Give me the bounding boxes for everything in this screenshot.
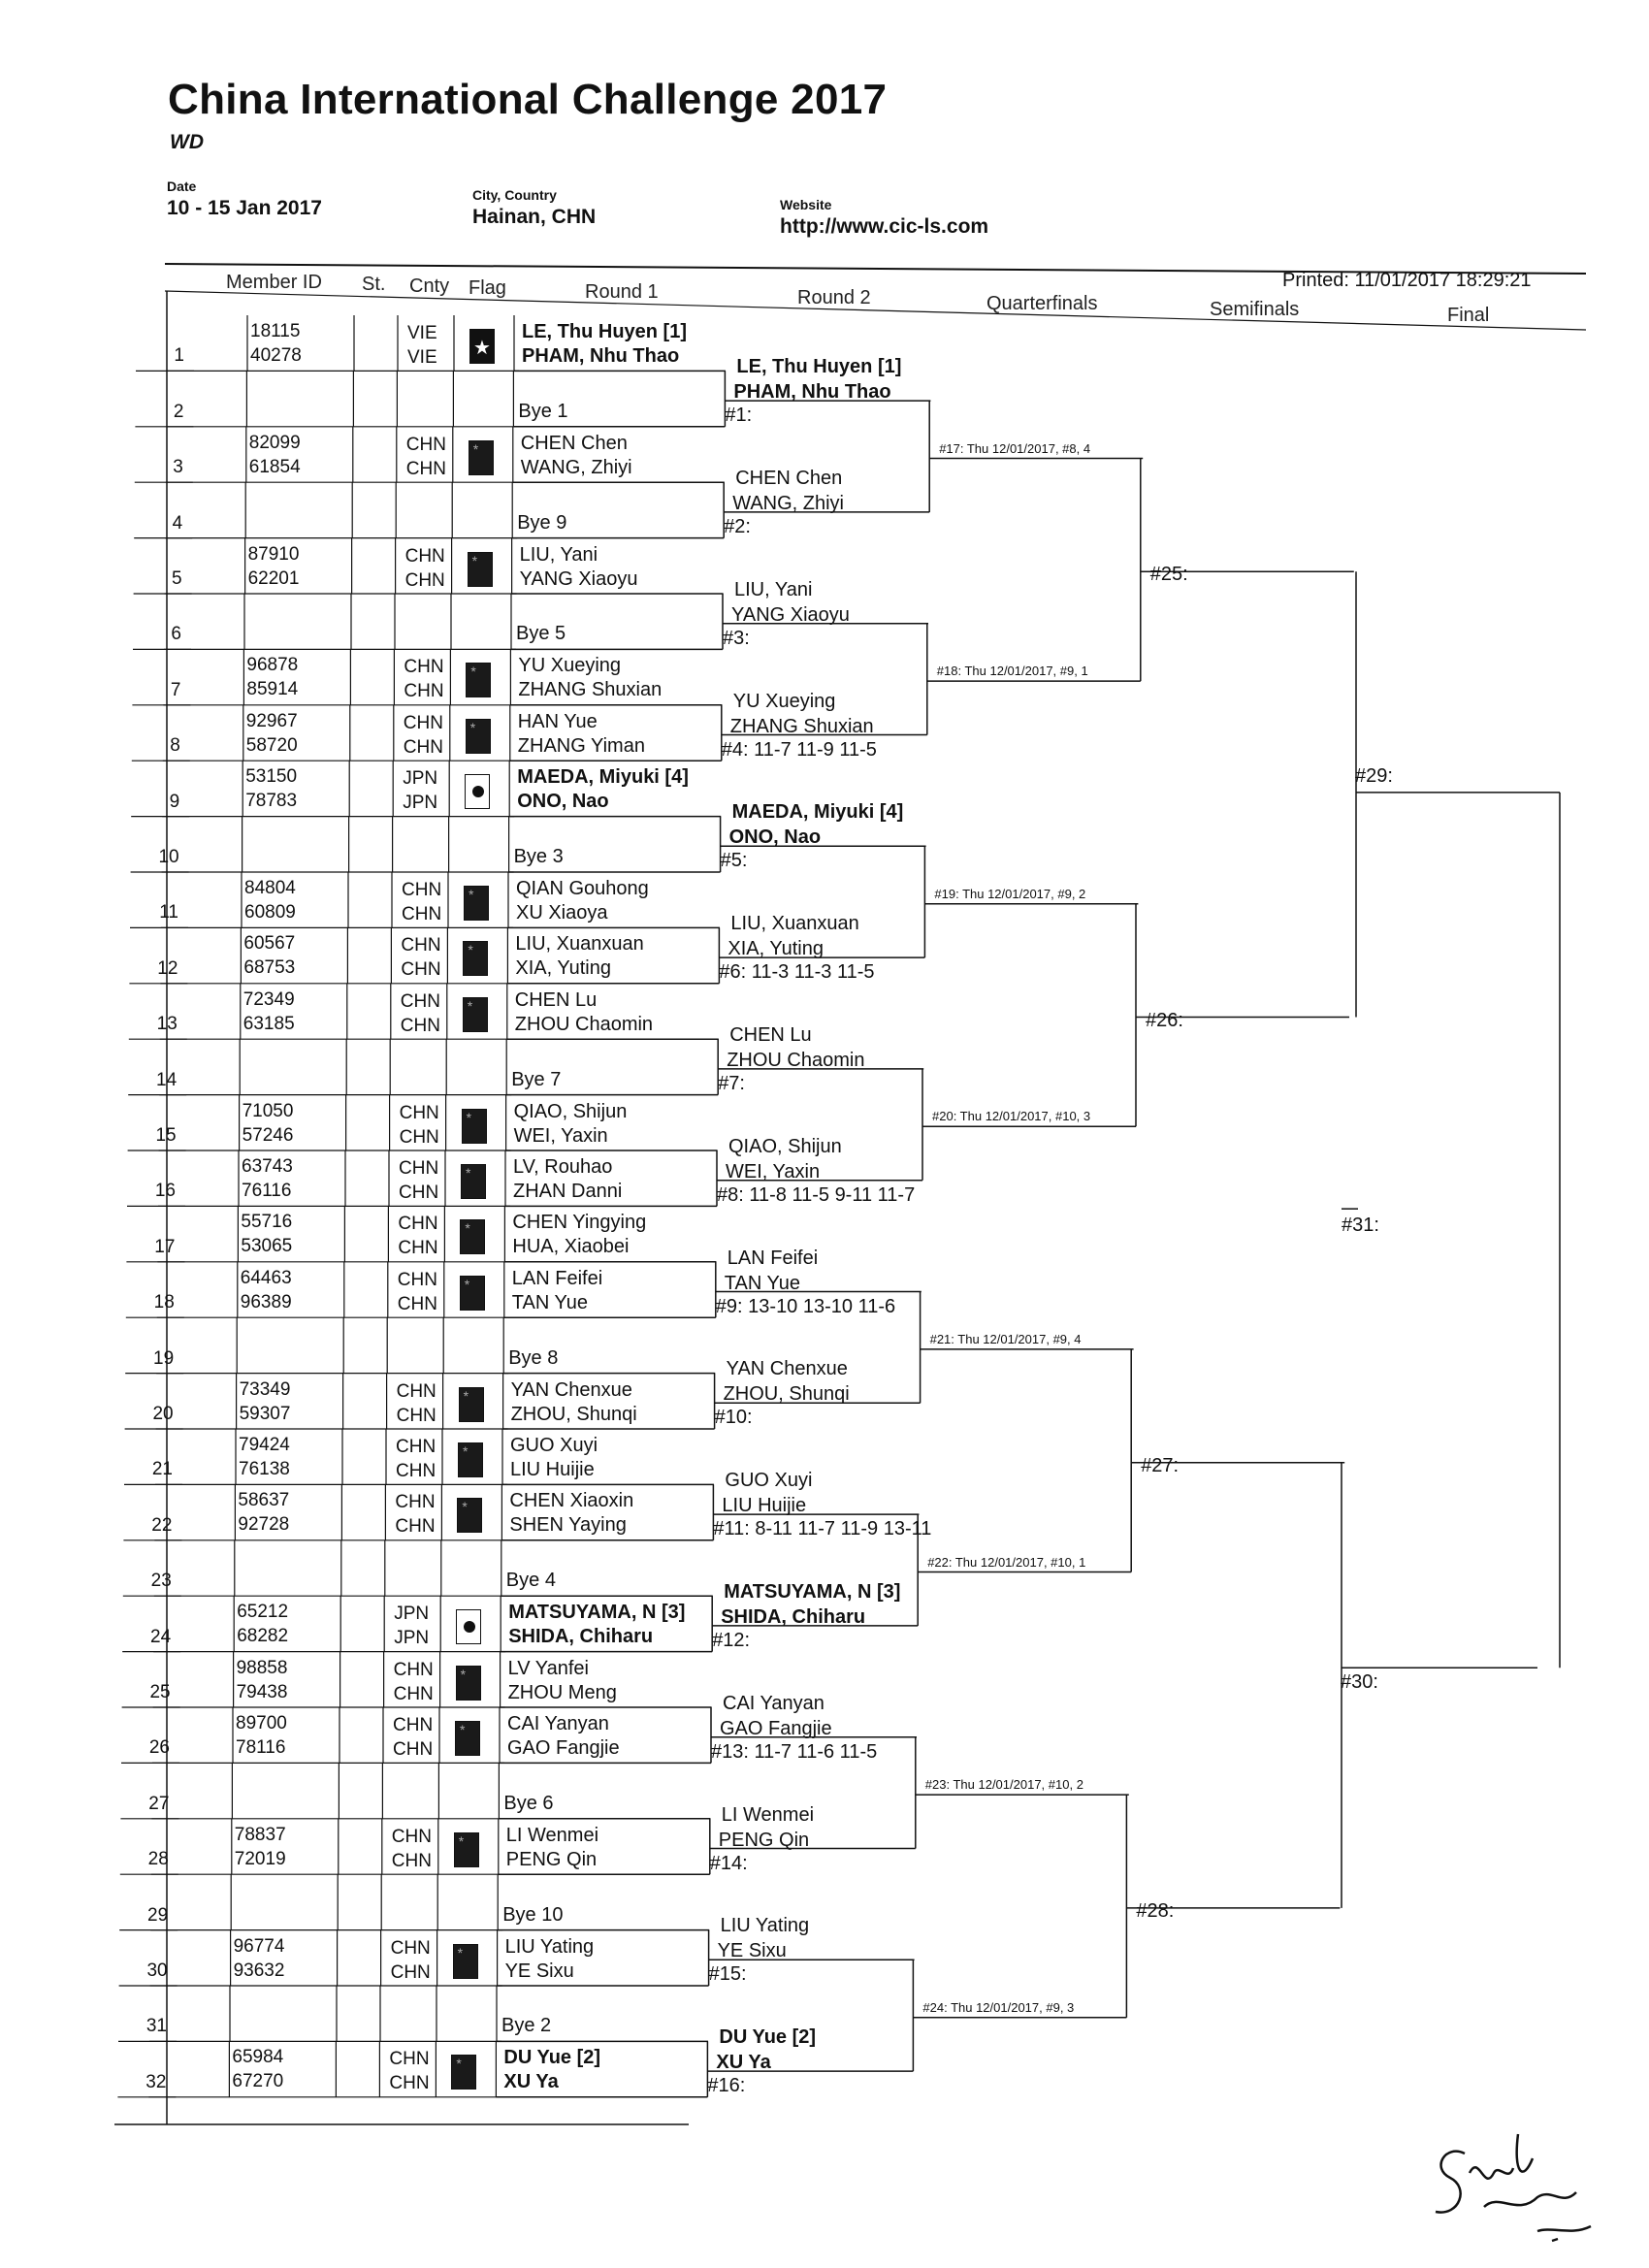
round2-player: ZHOU, Shunqi <box>723 1383 850 1406</box>
quarterfinal-schedule: #19: Thu 12/01/2017, #9, 2 <box>934 886 1086 901</box>
round2-player: YU Xueying <box>732 690 836 712</box>
printed-timestamp: Printed: 11/01/2017 18:29:21 <box>1282 270 1532 291</box>
member-id: 92728 <box>238 1514 290 1536</box>
entry-number: 22 <box>151 1514 173 1536</box>
quarterfinal-schedule: #24: Thu 12/01/2017, #9, 3 <box>922 1999 1075 2015</box>
round2-match-label: #7: <box>718 1072 745 1094</box>
round2-player: LIU Yating <box>720 1915 810 1937</box>
country-flag-icon <box>456 1609 481 1644</box>
member-id: 67270 <box>232 2071 284 2092</box>
entry-number: 9 <box>169 791 180 812</box>
country-code: CHN <box>391 1826 432 1847</box>
country-code: CHN <box>397 1293 437 1314</box>
player-name: CHEN Yingying <box>512 1212 647 1234</box>
player-name: GUO Xuyi <box>510 1435 598 1456</box>
member-id: 65212 <box>237 1602 289 1623</box>
city-value: Hainan, CHN <box>472 206 597 228</box>
entry-number: 18 <box>153 1292 175 1313</box>
header-final: Final <box>1447 305 1490 326</box>
player-name: ZHAN Danni <box>513 1181 623 1202</box>
player-name: WEI, Yaxin <box>513 1124 608 1147</box>
country-code: CHN <box>395 1492 436 1513</box>
player-name: LAN Feifei <box>511 1267 603 1289</box>
round2-match-label: #13: 11-7 11-6 11-5 <box>711 1740 878 1763</box>
semifinal-label: #27: <box>1141 1454 1180 1476</box>
entry-number: 30 <box>146 1960 168 1981</box>
member-id: 85914 <box>246 679 299 700</box>
bye-label: Bye 9 <box>517 511 567 534</box>
round2-player: ZHOU Chaomin <box>727 1049 865 1071</box>
country-flag-icon <box>463 941 488 976</box>
quarterfinal-schedule: #18: Thu 12/01/2017, #9, 1 <box>936 664 1088 679</box>
player-name: HUA, Xiaobei <box>512 1236 630 1258</box>
round2-player: LIU Huijie <box>722 1495 807 1517</box>
header-flag: Flag <box>469 277 506 299</box>
round2-player: TAN Yue <box>724 1272 800 1294</box>
country-flag-icon <box>464 886 489 921</box>
round2-match-label: #14: <box>709 1852 748 1874</box>
country-flag-icon <box>451 2055 476 2090</box>
country-code: CHN <box>393 1715 434 1735</box>
member-id: 65984 <box>232 2047 284 2068</box>
country-flag-icon <box>454 1832 479 1867</box>
website-label: Website <box>780 197 832 212</box>
round2-match-label: #6: 11-3 11-3 11-5 <box>719 961 875 984</box>
member-id: 72349 <box>242 988 295 1010</box>
quarterfinal-schedule: #22: Thu 12/01/2017, #10, 1 <box>927 1554 1086 1570</box>
member-id: 78837 <box>234 1824 286 1845</box>
quarterfinal-schedule: #21: Thu 12/01/2017, #9, 4 <box>929 1331 1082 1346</box>
entry-number: 6 <box>171 624 181 645</box>
round2-match-label: #11: 8-11 11-7 11-9 13-11 <box>713 1518 932 1540</box>
quarterfinal-schedule: #17: Thu 12/01/2017, #8, 4 <box>939 440 1091 456</box>
player-name: ZHOU Chaomin <box>514 1013 654 1035</box>
country-code: CHN <box>403 736 443 758</box>
round2-player: CAI Yanyan <box>723 1692 824 1714</box>
country-code: CHN <box>401 935 441 956</box>
entry-number: 3 <box>173 457 183 478</box>
member-id: 79438 <box>236 1681 288 1702</box>
player-name: XIA, Yuting <box>515 957 611 980</box>
round2-player: ONO, Nao <box>728 826 822 849</box>
bye-label: Bye 6 <box>503 1792 554 1814</box>
round2-match-label: #9: 13-10 13-10 11-6 <box>715 1295 896 1317</box>
round2-player: DU Yue [2] <box>719 2026 817 2049</box>
entry-number: 19 <box>153 1347 175 1369</box>
round2-player: LAN Feifei <box>727 1247 819 1269</box>
member-id: 64463 <box>240 1267 292 1288</box>
round2-player: PENG Qin <box>718 1829 810 1851</box>
bye-label: Bye 7 <box>511 1068 562 1090</box>
round2-player: YE Sixu <box>717 1940 787 1962</box>
date-value: 10 - 15 Jan 2017 <box>167 197 322 219</box>
round2-player: YANG Xiaoyu <box>731 603 850 626</box>
country-code: CHN <box>391 1850 432 1871</box>
player-name: PHAM, Nhu Thao <box>522 345 680 367</box>
member-id: 59307 <box>239 1403 291 1424</box>
player-name: GAO Fangjie <box>507 1737 620 1759</box>
round2-player: WANG, Zhiyi <box>732 492 845 514</box>
player-name: LI Wenmei <box>505 1824 599 1846</box>
player-name: ZHANG Shuxian <box>518 679 663 701</box>
country-code: CHN <box>389 2073 430 2094</box>
country-flag-icon <box>457 1498 482 1533</box>
member-id: 78783 <box>245 791 298 812</box>
member-id: 93632 <box>233 1960 285 1981</box>
entry-number: 29 <box>147 1904 169 1926</box>
entry-number: 15 <box>155 1125 177 1146</box>
round2-player: MAEDA, Miyuki [4] <box>731 801 904 824</box>
member-id: 87910 <box>247 543 300 565</box>
entry-number: 21 <box>151 1459 173 1480</box>
member-id: 68753 <box>243 957 296 979</box>
member-id: 72019 <box>234 1848 286 1869</box>
final-label: #31: <box>1342 1215 1379 1237</box>
round2-player: LIU, Yani <box>734 578 813 600</box>
country-code: CHN <box>393 1739 434 1760</box>
player-name: YE Sixu <box>504 1960 574 1982</box>
player-name: XU Xiaoya <box>516 902 608 923</box>
country-flag-icon <box>466 719 491 754</box>
semifinal-label: #28: <box>1136 1899 1175 1922</box>
bye-label: Bye 4 <box>505 1570 556 1592</box>
player-name: YANG Xiaoyu <box>519 567 638 590</box>
member-id: 84804 <box>244 878 296 898</box>
member-id: 63185 <box>242 1013 295 1034</box>
player-name: TAN Yue <box>511 1291 588 1313</box>
semifinal-label: #26: <box>1146 1009 1183 1031</box>
header-semifinals: Semifinals <box>1210 299 1300 320</box>
member-id: 40278 <box>250 345 302 366</box>
round2-player: XIA, Yuting <box>728 938 824 960</box>
country-code: CHN <box>400 1015 440 1036</box>
country-code: CHN <box>393 1659 434 1680</box>
member-id: 60567 <box>243 933 296 955</box>
header-cnty: Cnty <box>409 275 450 297</box>
country-flag-icon <box>461 1164 486 1199</box>
round2-match-label: #3: <box>723 627 750 649</box>
country-code: JPN <box>403 768 438 790</box>
player-name: YU Xueying <box>518 655 622 677</box>
page-title: China International Challenge 2017 <box>168 76 888 123</box>
header-round2: Round 2 <box>797 287 871 308</box>
round2-player: YAN Chenxue <box>726 1358 848 1380</box>
entry-number: 2 <box>173 401 184 422</box>
round2-player: CHEN Lu <box>729 1023 812 1046</box>
country-code: CHN <box>397 1269 437 1290</box>
entry-number: 10 <box>158 847 179 867</box>
bye-label: Bye 5 <box>516 623 566 645</box>
country-code: JPN <box>394 1604 430 1625</box>
player-name: LIU Yating <box>504 1935 595 1958</box>
entry-number: 32 <box>146 2071 167 2092</box>
member-id: 76138 <box>239 1459 290 1479</box>
country-code: CHN <box>404 681 444 702</box>
country-code: CHN <box>401 959 441 981</box>
country-code: CHN <box>398 1214 438 1235</box>
entry-number: 8 <box>170 735 180 757</box>
country-code: CHN <box>399 1102 439 1123</box>
website-value: http://www.cic-ls.com <box>780 215 989 238</box>
date-label: Date <box>167 178 197 194</box>
player-name: QIAN Gouhong <box>516 878 649 899</box>
entry-number: 12 <box>157 957 178 979</box>
country-flag-icon <box>453 1944 478 1979</box>
player-name: XU Ya <box>503 2071 559 2093</box>
entry-number: 20 <box>152 1404 174 1424</box>
player-name: LV Yanfei <box>507 1657 589 1679</box>
round2-match-label: #12: <box>712 1629 751 1651</box>
member-id: 82099 <box>248 432 301 453</box>
entry-number: 17 <box>154 1236 176 1257</box>
player-name: SHIDA, Chiharu <box>508 1626 654 1648</box>
player-name: SHEN Yaying <box>509 1514 627 1537</box>
player-name: MATSUYAMA, N [3] <box>508 1602 686 1624</box>
player-name: CAI Yanyan <box>507 1713 609 1734</box>
player-name: QIAO, Shijun <box>513 1100 628 1122</box>
city-label: City, Country <box>472 187 557 203</box>
country-flag-icon <box>462 1109 487 1144</box>
member-id: 53065 <box>241 1236 293 1257</box>
entry-number: 23 <box>150 1571 172 1592</box>
player-name: YAN Chenxue <box>510 1378 632 1401</box>
round2-player: PHAM, Nhu Thao <box>733 381 891 404</box>
round2-player: WEI, Yaxin <box>726 1160 821 1183</box>
country-code: CHN <box>390 1961 431 1983</box>
entry-number: 13 <box>156 1014 178 1035</box>
player-name: DU Yue [2] <box>503 2047 601 2069</box>
player-name: WANG, Zhiyi <box>520 456 632 478</box>
round2-match-label: #2: <box>724 515 751 537</box>
country-code: CHN <box>399 1158 439 1179</box>
player-name: LIU, Xuanxuan <box>515 933 644 956</box>
entry-number: 11 <box>159 902 178 923</box>
header-member-id: Member ID <box>226 272 322 293</box>
country-code: CHN <box>389 2049 430 2070</box>
entry-number: 7 <box>170 679 181 700</box>
country-code: CHN <box>393 1683 434 1704</box>
member-id: 62201 <box>247 567 300 589</box>
event-code: WD <box>170 131 204 153</box>
player-name: PENG Qin <box>505 1848 598 1870</box>
round2-player: GAO Fangjie <box>720 1717 832 1739</box>
round2-match-label: #5: <box>720 850 748 872</box>
country-code: CHN <box>403 712 443 733</box>
member-id: 55716 <box>241 1212 293 1233</box>
round2-player: LE, Thu Huyen [1] <box>736 356 902 378</box>
signature <box>1426 2115 1610 2260</box>
round2-player: LI Wenmei <box>721 1803 815 1826</box>
entry-number: 16 <box>154 1181 176 1202</box>
semifinal-label: #25: <box>1149 564 1188 586</box>
country-code: CHN <box>396 1461 436 1481</box>
header-quarterfinals: Quarterfinals <box>986 293 1098 314</box>
round2-match-label: #10: <box>714 1407 753 1429</box>
country-flag-icon <box>469 329 495 364</box>
entry-number: 27 <box>148 1793 170 1814</box>
member-id: 78116 <box>236 1737 286 1758</box>
round2-player: CHEN Chen <box>735 467 843 489</box>
country-code: JPN <box>394 1628 430 1649</box>
country-flag-icon <box>468 552 493 587</box>
member-id: 58637 <box>238 1490 290 1511</box>
round2-player: GUO Xuyi <box>725 1470 813 1492</box>
country-flag-icon <box>469 440 494 475</box>
member-id: 57246 <box>242 1124 294 1146</box>
player-name: CHEN Chen <box>520 432 628 454</box>
country-code: CHN <box>405 434 446 455</box>
country-code: CHN <box>398 1238 438 1259</box>
player-name: ZHOU, Shunqi <box>510 1403 637 1425</box>
member-id: 53150 <box>245 766 298 788</box>
country-flag-icon <box>465 774 490 809</box>
country-flag-icon <box>466 663 491 697</box>
final-label: #30: <box>1341 1671 1378 1694</box>
country-flag-icon <box>463 997 488 1032</box>
entry-number: 25 <box>149 1682 171 1702</box>
member-id: 68282 <box>237 1626 289 1647</box>
player-name: ZHANG Yiman <box>517 734 645 757</box>
entry-number: 4 <box>172 512 183 534</box>
player-name: ONO, Nao <box>517 791 609 813</box>
country-code: CHN <box>402 904 442 924</box>
bye-label: Bye 10 <box>502 1903 564 1926</box>
country-flag-icon <box>458 1442 483 1477</box>
round2-match-label: #4: 11-7 11-9 11-5 <box>721 738 877 761</box>
player-name: LV, Rouhao <box>513 1156 613 1178</box>
member-id: 18115 <box>250 321 301 341</box>
member-id: 61854 <box>248 456 301 477</box>
country-flag-icon <box>456 1666 481 1701</box>
country-code: CHN <box>390 1937 431 1959</box>
country-flag-icon <box>459 1387 484 1422</box>
entry-number: 24 <box>150 1626 172 1647</box>
bye-label: Bye 3 <box>513 846 564 867</box>
quarterfinal-schedule: #20: Thu 12/01/2017, #10, 3 <box>932 1109 1091 1124</box>
player-name: LIU, Yani <box>519 543 598 566</box>
player-name: ZHOU Meng <box>507 1681 617 1703</box>
header-st: St. <box>362 274 386 295</box>
member-id: 79424 <box>239 1435 290 1455</box>
round2-player: MATSUYAMA, N [3] <box>724 1580 901 1603</box>
member-id: 71050 <box>242 1100 294 1121</box>
country-code: CHN <box>396 1380 436 1402</box>
entry-number: 5 <box>172 568 182 589</box>
member-id: 92967 <box>245 710 298 731</box>
country-code: CHN <box>399 1183 439 1203</box>
entry-number: 14 <box>156 1069 178 1090</box>
country-code: VIE <box>407 323 437 343</box>
final-label: #29: <box>1355 764 1393 787</box>
member-id: 58720 <box>245 734 298 756</box>
player-name: MAEDA, Miyuki [4] <box>517 766 689 789</box>
bye-label: Bye 1 <box>518 400 568 422</box>
country-code: CHN <box>400 990 440 1012</box>
round2-player: SHIDA, Chiharu <box>721 1605 866 1628</box>
member-id: 96389 <box>240 1291 292 1312</box>
round2-match-label: #15: <box>708 1963 747 1986</box>
member-id: 96774 <box>233 1935 285 1957</box>
country-code: CHN <box>402 880 442 900</box>
member-id: 73349 <box>239 1378 291 1400</box>
bye-label: Bye 2 <box>501 2015 552 2037</box>
player-name: LIU Huijie <box>510 1459 595 1480</box>
country-code: CHN <box>399 1126 439 1148</box>
round2-match-label: #8: 11-8 11-5 9-11 11-7 <box>717 1183 916 1206</box>
country-flag-icon <box>455 1721 480 1756</box>
player-name: HAN Yue <box>517 710 598 732</box>
member-id: 96878 <box>246 655 299 676</box>
round2-player: QIAO, Shijun <box>728 1135 842 1157</box>
country-code: CHN <box>396 1437 436 1457</box>
country-flag-icon <box>460 1276 485 1311</box>
entry-number: 26 <box>148 1737 170 1759</box>
member-id: 76116 <box>242 1181 292 1201</box>
round2-player: XU Ya <box>716 2052 771 2074</box>
country-code: CHN <box>404 657 444 678</box>
round2-player: ZHANG Shuxian <box>729 715 874 737</box>
entry-number: 28 <box>147 1849 169 1870</box>
member-id: 60809 <box>244 902 296 923</box>
country-code: CHN <box>395 1516 436 1538</box>
round2-match-label: #1: <box>725 405 753 427</box>
player-name: LE, Thu Huyen [1] <box>522 321 687 342</box>
member-id: 98858 <box>236 1657 288 1678</box>
round2-player: LIU, Xuanxuan <box>730 913 859 935</box>
member-id: 63743 <box>242 1156 293 1177</box>
entry-number: 31 <box>146 2016 167 2037</box>
country-flag-icon <box>460 1219 485 1254</box>
player-name: CHEN Xiaoxin <box>509 1490 634 1512</box>
quarterfinal-schedule: #23: Thu 12/01/2017, #10, 2 <box>924 1777 1083 1793</box>
country-code: JPN <box>403 793 438 814</box>
country-code: VIE <box>407 347 437 368</box>
bye-label: Bye 8 <box>508 1346 559 1369</box>
member-id: 89700 <box>236 1713 287 1733</box>
entry-number: 1 <box>174 345 184 367</box>
header-round1: Round 1 <box>585 281 659 303</box>
country-code: CHN <box>404 545 445 567</box>
round2-match-label: #16: <box>707 2075 746 2097</box>
country-code: CHN <box>396 1405 436 1426</box>
player-name: CHEN Lu <box>514 988 598 1011</box>
country-code: CHN <box>405 458 446 479</box>
country-code: CHN <box>404 569 445 591</box>
